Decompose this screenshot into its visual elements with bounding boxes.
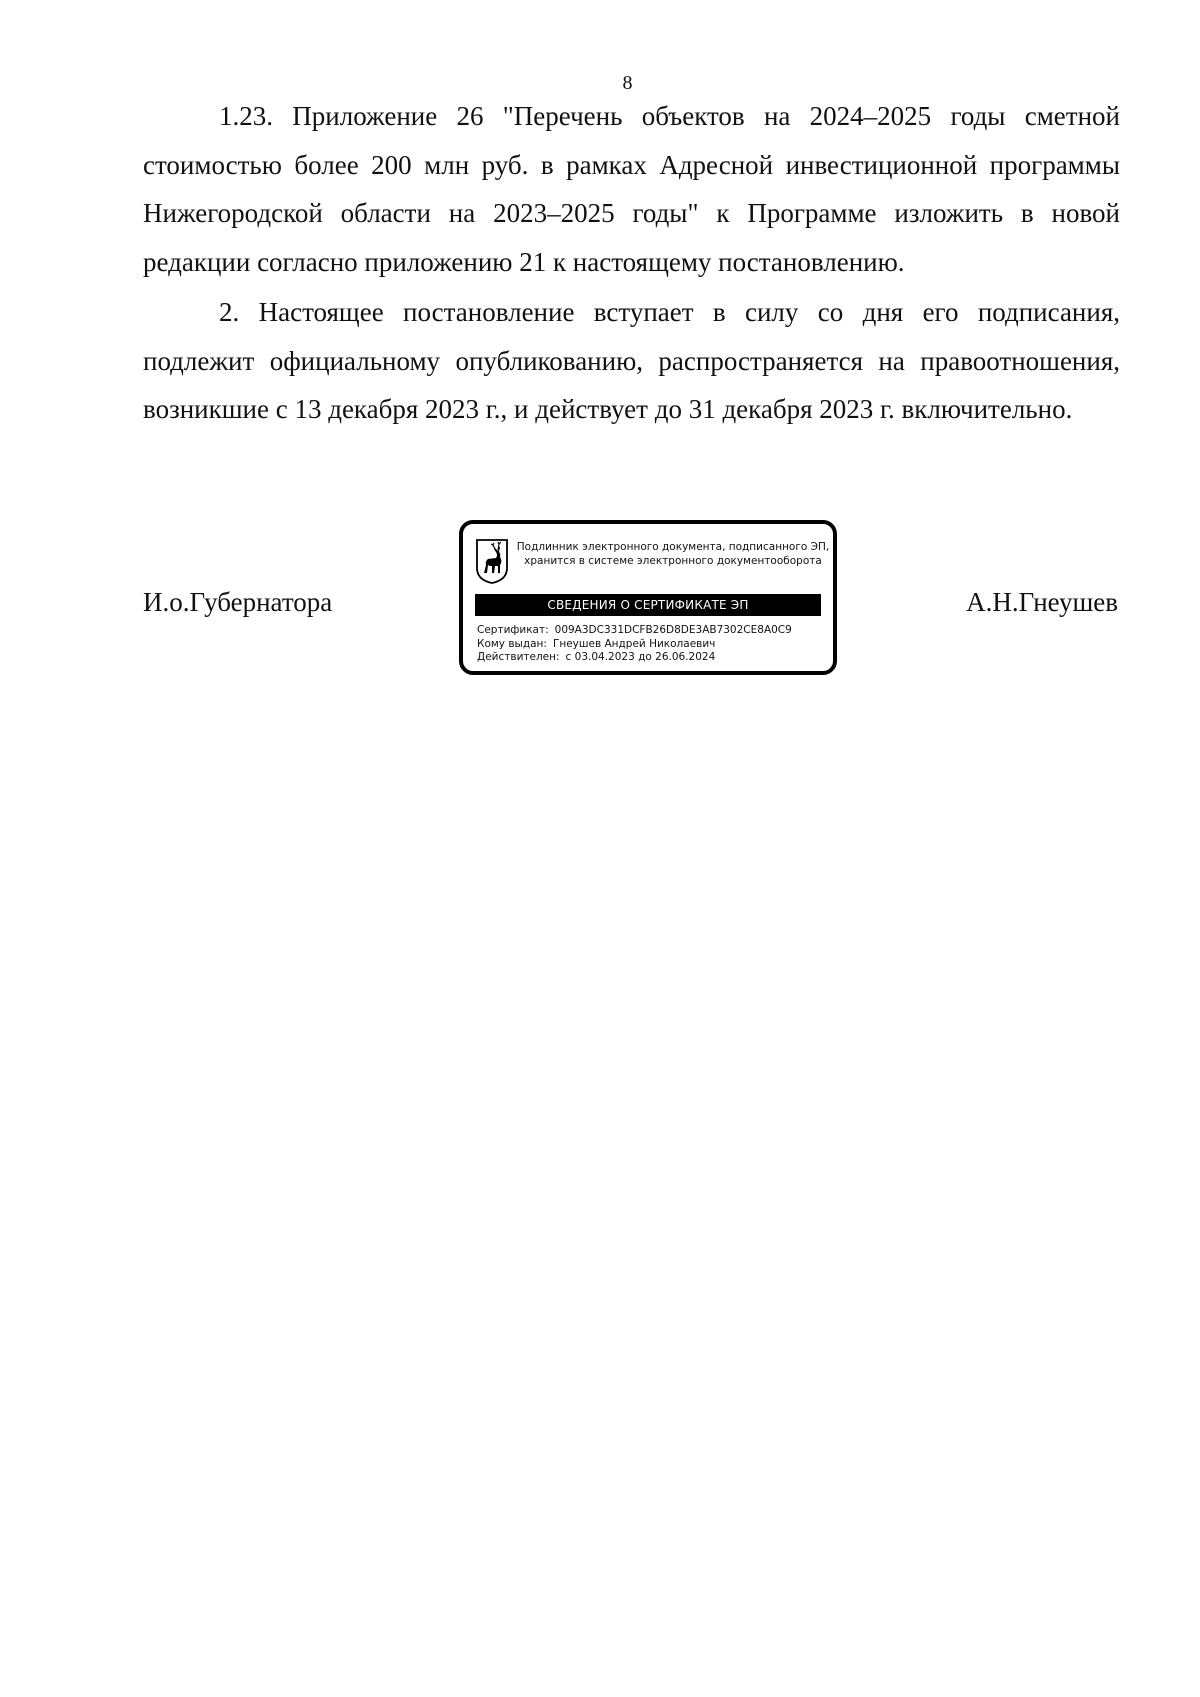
certificate-details [477,624,827,665]
electronic-signature-stamp [459,520,837,675]
stamp-header-line-2: хранится в системе электронного документооборота [524,555,822,567]
validity-value: с 03.04.2023 до 26.06.2024 [565,651,716,663]
stamp-header-line-1: Подлинник электронного документа, подписанного ЭП, [516,541,830,553]
certificate-number-value: 009A3DC331DCFB26D8DE3AB7302CE8A0C9 [554,624,792,636]
issued-to-value: Гнеушев Андрей Николаевич [552,637,716,650]
certificate-number-row [477,624,827,638]
page-number: 8 [622,72,633,94]
signer-name: А.Н.Гнеушев [966,587,1118,617]
stamp-header [515,540,831,568]
issued-to-label: Кому выдан: [477,637,547,650]
paragraph-1-23: 1.23. Приложение 26 "Перечень объектов на 2024–2025 годы сметной стоимостью более 200 млн руб. в рамках Адресной инвестиционной программы Нижегородской области на 2023–2025 годы" к Программе изложить в новой редакции согласно приложению 21 к настоящему постановлению. [143,101,1120,277]
issued-to-row [477,638,827,652]
certificate-info-title: СВЕДЕНИЯ О СЕРТИФИКАТЕ ЭП [475,594,821,616]
deer-coat-of-arms-icon [475,538,509,584]
certificate-number-label: Сертификат: [477,624,549,636]
signer-title: И.о.Губернатора [143,587,333,617]
paragraph-2: 2. Настоящее постановление вступает в силу со дня его подписания, подлежит официальному опубликованию, распространяется на правоотношения, возникшие с 13 декабря 2023 г., и действует до 31 декабря 2023 г. включительно. [143,297,1120,424]
document-body [143,92,1120,436]
validity-row [477,651,827,665]
validity-label: Действителен: [477,651,560,663]
signature-block [0,520,1200,690]
